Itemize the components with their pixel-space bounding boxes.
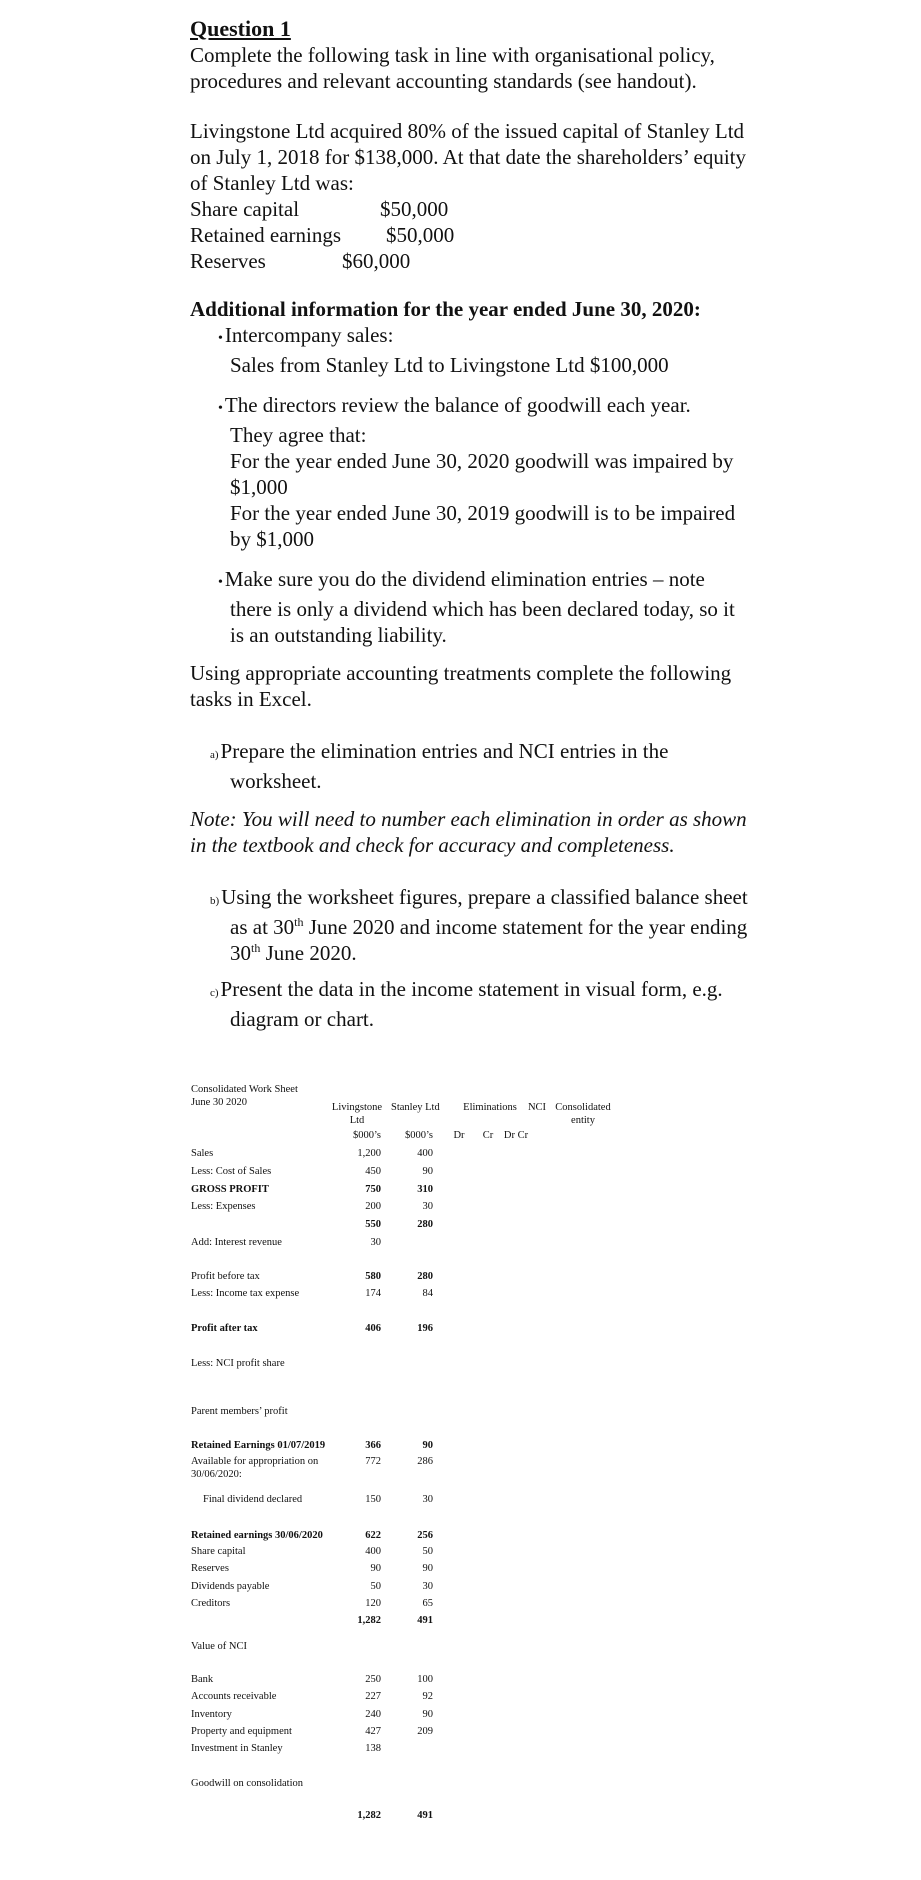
equity-list bbox=[190, 196, 750, 274]
row-label: Value of NCI bbox=[191, 1641, 247, 1652]
livingstone-value: 580 bbox=[365, 1271, 381, 1282]
tasks-intro: Using appropriate accounting treatments complete the following tasks in Excel. bbox=[190, 661, 732, 711]
livingstone-value: 174 bbox=[365, 1288, 381, 1299]
stanley-value: 100 bbox=[417, 1674, 433, 1685]
row-label: Bank bbox=[191, 1674, 214, 1685]
livingstone-value: 90 bbox=[370, 1563, 381, 1574]
livingstone-value: 200 bbox=[365, 1201, 381, 1212]
stanley-value: 90 bbox=[422, 1709, 433, 1720]
livingstone-value: 750 bbox=[365, 1184, 381, 1195]
row-label: Creditors bbox=[191, 1598, 231, 1609]
row-label: Final dividend declared bbox=[203, 1494, 303, 1505]
row-label: Sales bbox=[191, 1148, 214, 1159]
bullet-mark: • bbox=[218, 331, 223, 346]
row-label: Accounts receivable bbox=[191, 1691, 277, 1702]
task-c: c)Present the data in the income statement in visual form, e.g. diagram or chart. bbox=[210, 977, 723, 1031]
worksheet-row bbox=[191, 1725, 751, 1741]
worksheet-row bbox=[191, 1742, 751, 1758]
livingstone-value: 406 bbox=[365, 1323, 381, 1334]
header-unit-2: $000’s bbox=[404, 1130, 433, 1141]
equity-row-retained-earnings: Retained earnings $50,000 bbox=[190, 223, 455, 247]
row-label: Investment in Stanley bbox=[191, 1743, 283, 1754]
row-label: Profit after tax bbox=[191, 1323, 258, 1334]
livingstone-value: 1,200 bbox=[357, 1148, 381, 1159]
stanley-value: 310 bbox=[417, 1184, 433, 1195]
worksheet-row bbox=[191, 1673, 751, 1689]
intro-paragraph: Complete the following task in line with organisational policy, procedures and relevant accounting standards (see handout). bbox=[190, 43, 715, 93]
worksheet-row bbox=[191, 1597, 751, 1613]
livingstone-value: 400 bbox=[365, 1546, 381, 1557]
goodwill-detail-3: For the year ended June 30, 2019 goodwill is to be impaired by $1,000 bbox=[230, 501, 736, 551]
stanley-value: 90 bbox=[422, 1166, 433, 1177]
worksheet-row bbox=[191, 1580, 751, 1596]
header-stanley: Stanley Ltd bbox=[391, 1102, 440, 1113]
livingstone-value: 550 bbox=[365, 1219, 381, 1230]
worksheet-row bbox=[191, 1708, 751, 1724]
row-label: Less: NCI profit share bbox=[191, 1358, 285, 1369]
worksheet-row bbox=[191, 1287, 751, 1303]
worksheet-row bbox=[191, 1690, 751, 1706]
header-nci: NCI bbox=[527, 1102, 547, 1113]
livingstone-value: 366 bbox=[365, 1440, 381, 1451]
stanley-value: 92 bbox=[422, 1691, 433, 1702]
livingstone-value: 1,282 bbox=[357, 1810, 381, 1821]
stanley-value: 30 bbox=[422, 1494, 433, 1505]
row-label: Dividends payable bbox=[191, 1581, 270, 1592]
header-livingstone: Livingstone Ltd bbox=[331, 1102, 383, 1126]
worksheet-row bbox=[191, 1357, 751, 1373]
stanley-value: 491 bbox=[417, 1615, 433, 1626]
row-label: Retained earnings 30/06/2020 bbox=[191, 1530, 323, 1541]
header-consolidated: Consolidated entity bbox=[555, 1102, 611, 1126]
stanley-value: 256 bbox=[417, 1530, 433, 1541]
worksheet-row bbox=[191, 1529, 751, 1545]
livingstone-value: 250 bbox=[365, 1674, 381, 1685]
stanley-value: 196 bbox=[417, 1323, 433, 1334]
worksheet-row bbox=[191, 1809, 751, 1825]
stanley-value: 84 bbox=[422, 1288, 433, 1299]
stanley-value: 280 bbox=[417, 1271, 433, 1282]
worksheet-row bbox=[191, 1439, 751, 1455]
bullet-goodwill: •The directors review the balance of goodwill each year. bbox=[218, 393, 691, 417]
row-label: Inventory bbox=[191, 1709, 232, 1720]
stanley-value: 209 bbox=[417, 1726, 433, 1737]
question-document bbox=[190, 16, 750, 1032]
stanley-value: 286 bbox=[417, 1456, 433, 1467]
header-drcr: Dr Cr bbox=[503, 1130, 529, 1141]
stanley-value: 491 bbox=[417, 1810, 433, 1821]
worksheet-row bbox=[191, 1640, 751, 1656]
row-label: Less: Income tax expense bbox=[191, 1288, 300, 1299]
task-a: a)Prepare the elimination entries and NCI entries in the worksheet. bbox=[210, 739, 669, 793]
stanley-value: 30 bbox=[422, 1201, 433, 1212]
equity-row-share-capital: Share capital $50,000 bbox=[190, 197, 449, 221]
row-label: Share capital bbox=[191, 1546, 246, 1557]
livingstone-value: 150 bbox=[365, 1494, 381, 1505]
livingstone-value: 138 bbox=[365, 1743, 381, 1754]
worksheet-row bbox=[191, 1545, 751, 1561]
livingstone-value: 1,282 bbox=[357, 1615, 381, 1626]
worksheet-row bbox=[191, 1270, 751, 1286]
stanley-value: 65 bbox=[422, 1598, 433, 1609]
worksheet-row bbox=[191, 1183, 751, 1199]
stanley-value: 400 bbox=[417, 1148, 433, 1159]
header-dr: Dr bbox=[453, 1130, 465, 1141]
worksheet-row bbox=[191, 1405, 751, 1421]
intercompany-detail: Sales from Stanley Ltd to Livingstone Ltd $100,000 bbox=[230, 353, 669, 377]
row-label: Retained Earnings 01/07/2019 bbox=[191, 1440, 326, 1451]
acquisition-paragraph: Livingstone Ltd acquired 80% of the issued capital of Stanley Ltd on July 1, 2018 for $138,000. At that date the shareholders’ equity of Stanley Ltd was: bbox=[190, 119, 747, 195]
row-label: Less: Cost of Sales bbox=[191, 1166, 272, 1177]
row-label: Profit before tax bbox=[191, 1271, 260, 1282]
stanley-value: 280 bbox=[417, 1219, 433, 1230]
livingstone-value: 240 bbox=[365, 1709, 381, 1720]
livingstone-value: 450 bbox=[365, 1166, 381, 1177]
livingstone-value: 50 bbox=[370, 1581, 381, 1592]
worksheet-row bbox=[191, 1147, 751, 1163]
row-label: Add: Interest revenue bbox=[191, 1237, 282, 1248]
stanley-value: 50 bbox=[422, 1546, 433, 1557]
stanley-value: 30 bbox=[422, 1581, 433, 1592]
row-label: Reserves bbox=[191, 1563, 229, 1574]
livingstone-value: 622 bbox=[365, 1530, 381, 1541]
row-label: Parent members’ profit bbox=[191, 1406, 288, 1417]
equity-row-reserves: Reserves $60,000 bbox=[190, 249, 411, 273]
row-label: Less: Expenses bbox=[191, 1201, 256, 1212]
row-label: GROSS PROFIT bbox=[191, 1184, 269, 1195]
bullet-mark: • bbox=[218, 575, 223, 590]
bullet-intercompany: •Intercompany sales: bbox=[218, 323, 394, 347]
worksheet-row bbox=[191, 1455, 751, 1480]
worksheet-row bbox=[191, 1777, 751, 1793]
worksheet-row bbox=[191, 1322, 751, 1338]
worksheet-row bbox=[191, 1236, 751, 1252]
row-label: Property and equipment bbox=[191, 1726, 292, 1737]
row-label: Goodwill on consolidation bbox=[191, 1778, 303, 1789]
note-paragraph: Note: You will need to number each elimination in order as shown in the textbook and check for accuracy and completeness. bbox=[190, 807, 747, 857]
bullet-mark: • bbox=[218, 401, 223, 416]
goodwill-detail-2: For the year ended June 30, 2020 goodwill was impaired by $1,000 bbox=[230, 449, 734, 499]
bullet-dividend: •Make sure you do the dividend elimination entries – note there is only a dividend which has been declared today, so it is an outstanding liability. bbox=[218, 567, 735, 647]
additional-info-title: Additional information for the year ended June 30, 2020: bbox=[190, 297, 701, 321]
goodwill-detail-1: They agree that: bbox=[230, 423, 367, 447]
worksheet-row bbox=[191, 1218, 751, 1234]
livingstone-value: 120 bbox=[365, 1598, 381, 1609]
header-cr: Cr bbox=[482, 1130, 494, 1141]
worksheet-row bbox=[191, 1165, 751, 1181]
task-b: b)Using the worksheet figures, prepare a classified balance sheet as at 30th June 2020 and income statement for the year ending 30th June 2020. bbox=[210, 885, 748, 965]
worksheet-row bbox=[191, 1493, 751, 1509]
worksheet-row bbox=[191, 1562, 751, 1578]
worksheet-row bbox=[191, 1200, 751, 1216]
header-unit-1: $000’s bbox=[352, 1130, 381, 1141]
header-eliminations: Eliminations bbox=[463, 1102, 517, 1113]
row-label: Available for appropriation on 30/06/2020: bbox=[191, 1456, 319, 1480]
livingstone-value: 427 bbox=[365, 1726, 381, 1737]
worksheet-row bbox=[191, 1614, 751, 1630]
worksheet-title: Consolidated Work Sheet June 30 2020 bbox=[191, 1084, 298, 1108]
livingstone-value: 30 bbox=[370, 1237, 381, 1248]
question-title: Question 1 bbox=[190, 16, 291, 41]
stanley-value: 90 bbox=[422, 1440, 433, 1451]
livingstone-value: 772 bbox=[365, 1456, 381, 1467]
stanley-value: 90 bbox=[422, 1563, 433, 1574]
livingstone-value: 227 bbox=[365, 1691, 381, 1702]
